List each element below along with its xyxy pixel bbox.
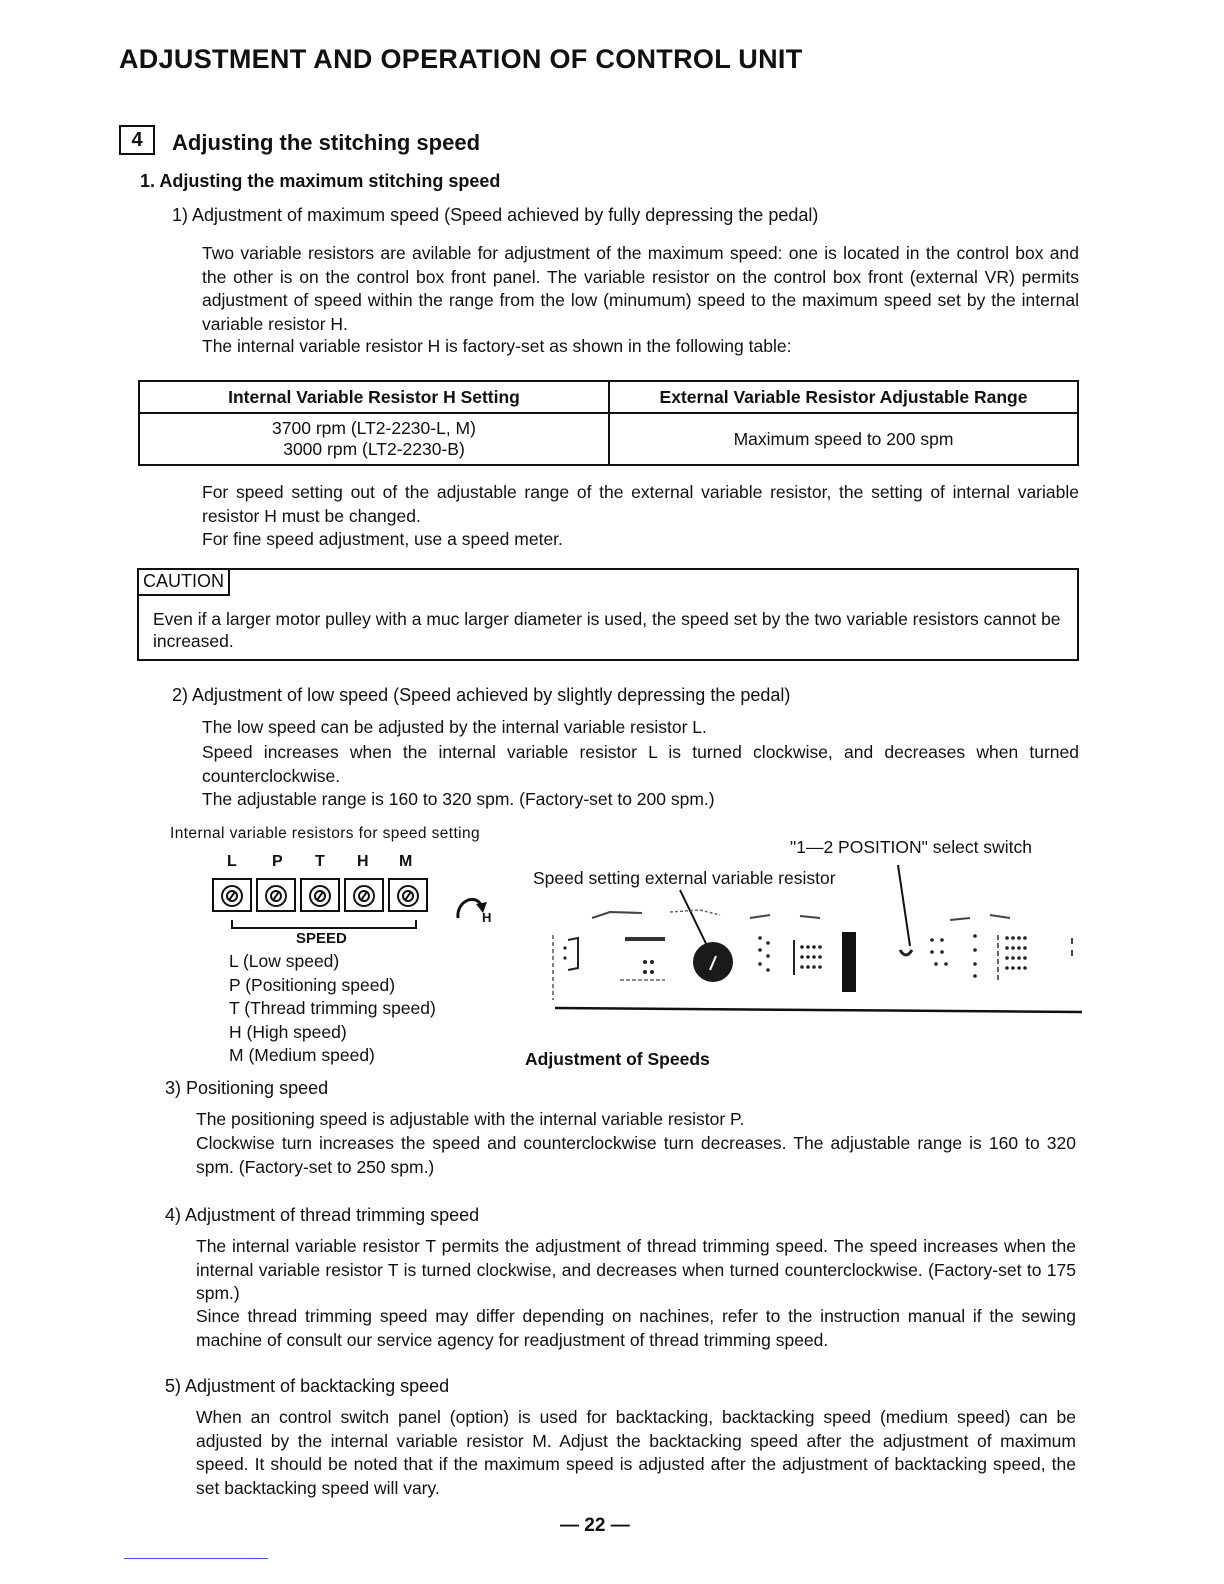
caution-label: CAUTION (139, 570, 230, 596)
resistor-t-icon (300, 878, 340, 912)
control-box-panel-illustration (550, 860, 1090, 1020)
item1-para3: For speed setting out of the adjustable range of the external variable resistor, the setting of internal variable resistor H must be changed. (202, 482, 1079, 526)
item2-para3: The adjustable range is 160 to 320 spm. (Factory-set to 200 spm.) (202, 789, 715, 809)
setting-line-1: 3700 rpm (LT2-2230-L, M) (272, 418, 476, 438)
legend-item-l: L (Low speed) (229, 951, 340, 971)
resistor-m-icon (388, 878, 428, 912)
legend-item-m: M (Medium speed) (229, 1045, 375, 1065)
table-cell-setting (139, 413, 609, 465)
section-number-box: 4 (119, 125, 155, 155)
internal-resistors-label: Internal variable resistors for speed setting (170, 825, 481, 842)
item2-para2: Speed increases when the internal variable resistor L is turned clockwise, and decreases when turned counterclockwise. (202, 742, 1079, 786)
table-header-setting: Internal Variable Resistor H Setting (139, 381, 609, 413)
table-row (139, 413, 1078, 465)
arrow-h-label: H (482, 910, 492, 925)
item2-para1: The low speed can be adjusted by the internal variable resistor L. (202, 717, 707, 737)
item1-title: 1) Adjustment of maximum speed (Speed achieved by fully depressing the pedal) (172, 205, 819, 225)
item5-title: 5) Adjustment of backtacking speed (165, 1376, 450, 1396)
resistor-h-icon (344, 878, 384, 912)
item4-para1: The internal variable resistor T permits the adjustment of thread trimming speed. The speed increases when the internal variable resistor T is turned clockwise, and decreases when turned counterclockwise. (Factory-set to 175 spm.) (196, 1236, 1076, 1303)
letter-l: L (227, 853, 237, 870)
setting-line-2: 3000 rpm (LT2-2230-B) (283, 439, 465, 459)
legend-item-h: H (High speed) (229, 1021, 347, 1042)
subsection-title: 1. Adjusting the maximum stitching speed (140, 171, 501, 191)
table-header-range: External Variable Resistor Adjustable Range (609, 381, 1078, 413)
legend-item-t: T (Thread trimming speed) (229, 998, 436, 1018)
item5-para1: When an control switch panel (option) is used for backtacking, backtacking speed (medium speed) can be adjusted by the internal variable resistor M. Adjust the backtacking speed after the adjustment of maximum speed. It should be noted that if the maximum speed is adjusted after the adjustment of backtacking speed, the set backtacking speed will vary. (196, 1407, 1076, 1498)
item1-para2: The internal variable resistor H is factory-set as shown in the following table: (202, 336, 792, 356)
item3-title: 3) Positioning speed (165, 1078, 329, 1098)
item4-para2: Since thread trimming speed may differ depending on nachines, refer to the instruction manual if the sewing machine of consult our service agency for readjustment of thread trimming speed. (196, 1306, 1076, 1350)
select-switch-label: "1—2 POSITION" select switch (790, 837, 1032, 857)
letter-t: T (315, 853, 325, 870)
caution-text: Even if a larger motor pulley with a muc larger diameter is used, the speed set by the two variable resistors cannot be increased. (153, 609, 1061, 651)
page-number: — 22 — (560, 1515, 630, 1536)
section-title: Adjusting the stitching speed (172, 130, 481, 155)
speed-label: SPEED (296, 930, 347, 947)
legend-item-p: P (Positioning speed) (229, 974, 396, 995)
resistor-l-icon (212, 878, 252, 912)
footer-divider (124, 1558, 268, 1559)
external-resistor-label: Speed setting external variable resistor (533, 868, 836, 888)
resistor-setting-table (138, 380, 1079, 466)
page-title: ADJUSTMENT AND OPERATION OF CONTROL UNIT (119, 44, 803, 74)
resistor-p-icon (256, 878, 296, 912)
item3-para1: The positioning speed is adjustable with the internal variable resistor P. (196, 1109, 745, 1129)
item2-title: 2) Adjustment of low speed (Speed achieved by slightly depressing the pedal) (172, 685, 791, 705)
item3-para2: Clockwise turn increases the speed and counterclockwise turn decreases. The adjustable range is 160 to 320 spm. (Factory-set to 250 spm.) (196, 1133, 1076, 1177)
table-cell-range: Maximum speed to 200 spm (609, 413, 1078, 465)
item1-para1: Two variable resistors are avilable for adjustment of the maximum speed: one is located in the control box and the other is on the control box front panel. The variable resistor on the control box front (external VR) permits adjustment of speed within the range from the low (minumum) speed to the maximum speed set by the internal variable resistor H. (202, 243, 1079, 334)
item1-para4: For fine speed adjustment, use a speed meter. (202, 529, 563, 549)
item4-title: 4) Adjustment of thread trimming speed (165, 1205, 480, 1225)
letter-h: H (357, 853, 369, 870)
table-header-row (139, 381, 1078, 413)
letter-p: P (272, 853, 283, 870)
letter-m: M (399, 853, 413, 870)
figure-caption: Adjustment of Speeds (525, 1049, 710, 1069)
legend-list (229, 950, 436, 1068)
caution-box (137, 568, 1079, 661)
speed-bracket-icon (230, 918, 420, 930)
